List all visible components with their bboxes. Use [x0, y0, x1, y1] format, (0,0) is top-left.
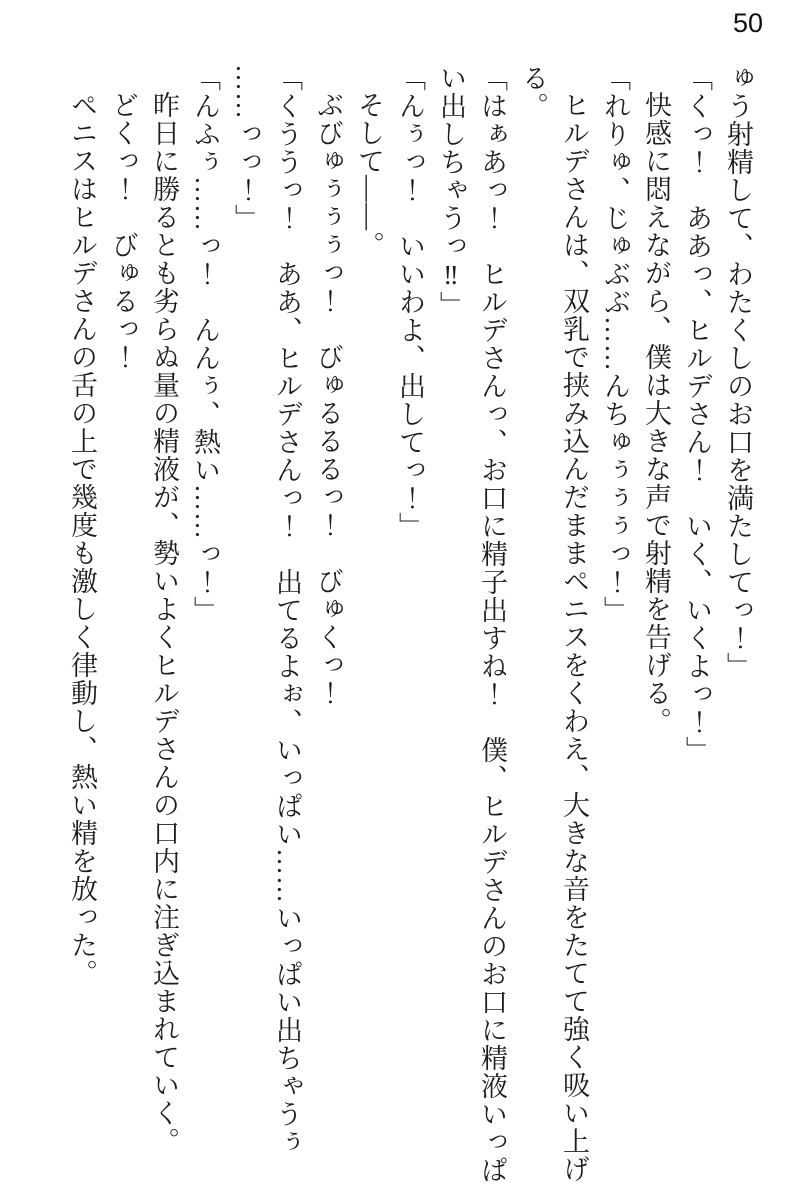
- text-line: 「んふぅ……っ！ んんぅ、熱い……っ！」: [190, 64, 220, 624]
- text-line: 「れりゅ、じゅぶぶ……んちゅぅぅぅっ！」: [600, 64, 630, 624]
- text-line: ヒルデさんは、双乳で挟み込んだままペニスをくわえ、大きな音をたてて強く吸い上げ: [559, 91, 589, 1183]
- text-line: そして――。: [354, 91, 384, 259]
- text-line: 「はぁあっ！ ヒルデさんっ、お口に精子出すね！ 僕、ヒルデさんのお口に精液いっぱ: [477, 64, 507, 1184]
- text-line: 「んぅっ！ いいわよ、出してっ！」: [395, 64, 425, 540]
- text-line: い出しちゃうっ‼」: [436, 64, 466, 319]
- text-line: 快感に悶えながら、僕は大きな声で射精を告げる。: [641, 91, 671, 735]
- text-line: ペニスはヒルデさんの舌の上で幾度も激しく律動し、熱い精を放った。: [67, 91, 97, 987]
- text-line: ゅう射精して、わたくしのお口を満たしてっ！」: [723, 64, 753, 680]
- text-line: る。: [518, 64, 548, 120]
- text-line: 「くっ！ ああっ、ヒルデさん！ いく、いくよっ！」: [682, 64, 712, 764]
- text-line: ……っっ！」: [231, 64, 261, 232]
- text-line: 「くううっ！ ああ、ヒルデさんっ！ 出てるよぉ、いっぱい……いっぱい出ちゃうぅ: [272, 64, 302, 1156]
- text-area: [61, 64, 758, 1194]
- text-line: ぶびゅぅぅぅっ！ びゅるるるっ！ びゅくっ！: [313, 91, 343, 707]
- page-number: 50: [732, 8, 764, 38]
- text-line: どくっ！ びゅるっ！: [108, 91, 138, 371]
- text-line: 昨日に勝るとも劣らぬ量の精液が、勢いよくヒルデさんの口内に注ぎ込まれていく。: [149, 91, 179, 1155]
